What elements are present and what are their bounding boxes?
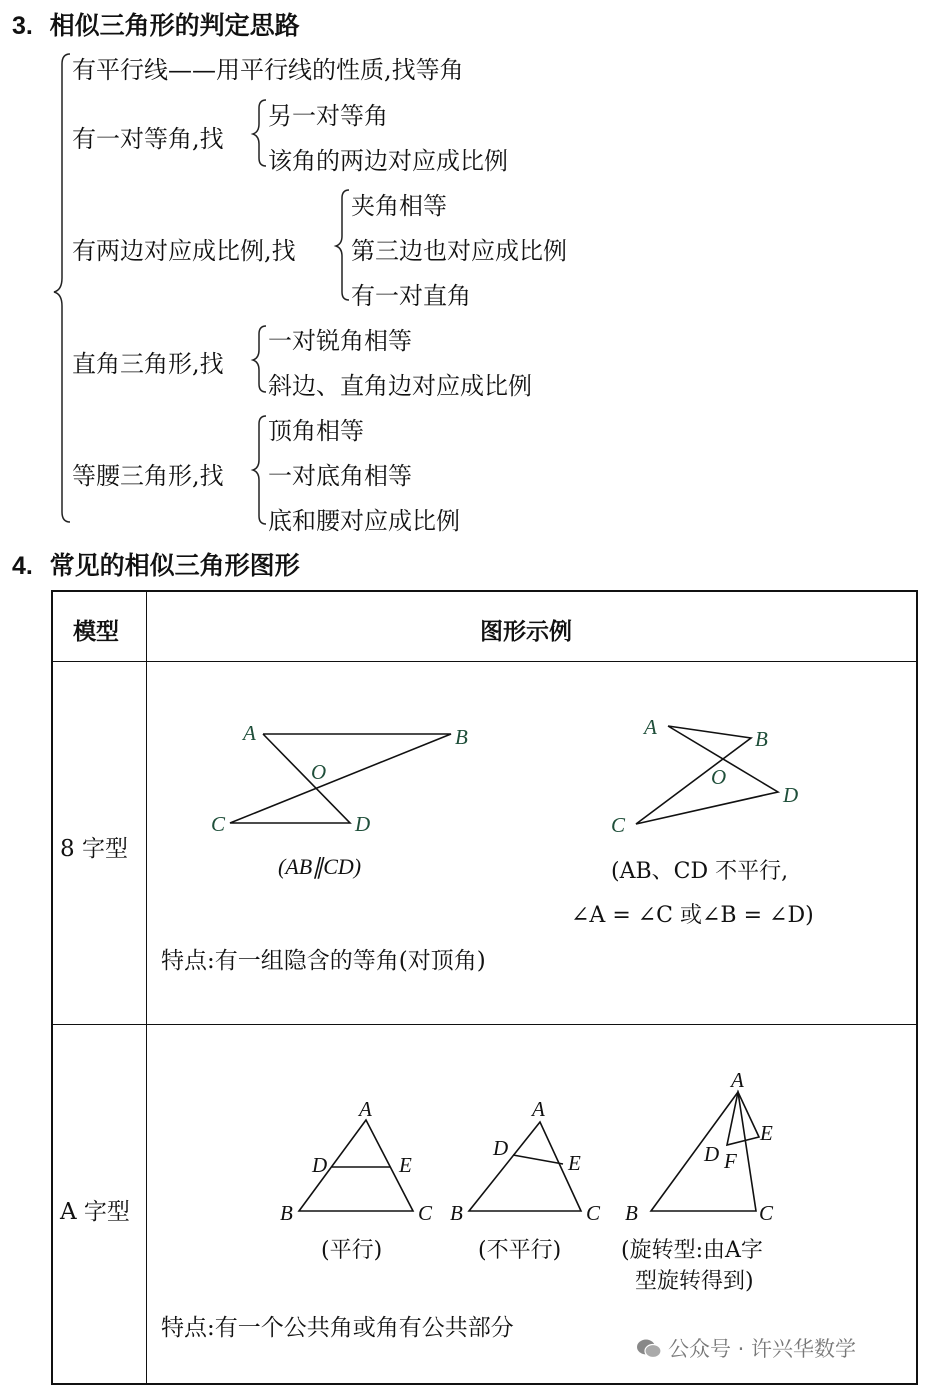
label-O: O (711, 765, 727, 789)
figure-8-parallel (203, 710, 503, 860)
parallel-line-rule: 有平行线——用平行线的性质,找等角 (72, 56, 464, 84)
label-B: B (455, 725, 468, 749)
label-D: D (704, 1142, 720, 1166)
label-E: E (399, 1153, 412, 1177)
group4-item: 一对底角相等 (268, 462, 412, 490)
group2-item: 夹角相等 (351, 192, 447, 220)
caption-8-nonparallel-1: (AB、CD 不平行, (611, 859, 789, 884)
label-A: A (731, 1070, 744, 1092)
figure-a-parallel (278, 1092, 458, 1232)
model-a-type: A 字型 (60, 1199, 130, 1225)
label-C: C (418, 1201, 433, 1225)
header-model: 模型 (73, 619, 119, 645)
row-divider (53, 1024, 916, 1025)
column-divider (146, 592, 147, 1383)
group3-item: 斜边、直角边对应成比例 (268, 372, 532, 400)
caption-8-parallel: (AB∥CD) (278, 854, 362, 879)
section4-number: 4. (12, 552, 33, 580)
label-O: O (311, 760, 327, 784)
label-D: D (783, 783, 799, 807)
label-D: D (355, 812, 371, 836)
group1-item: 另一对等角 (268, 102, 388, 130)
label-E: E (760, 1121, 773, 1145)
group2-label: 有两边对应成比例,找 (72, 237, 296, 265)
label-F: F (724, 1149, 737, 1173)
models-table (51, 590, 918, 1385)
label-A: A (243, 721, 256, 745)
caption-8-nonparallel-2: ∠A = ∠C 或∠B = ∠D) (571, 903, 814, 928)
feature-8-type: 特点:有一组隐含的等角(对顶角) (161, 948, 486, 974)
caption-a-parallel: (平行) (321, 1238, 383, 1263)
label-E: E (568, 1151, 581, 1175)
group3-label: 直角三角形,找 (72, 350, 224, 378)
label-B: B (625, 1201, 638, 1225)
group1-label: 有一对等角,找 (72, 125, 224, 153)
figure-a-nonparallel (448, 1092, 628, 1232)
group2-item: 有一对直角 (351, 282, 471, 310)
watermark-text: 公众号 · 许兴华数学 (668, 1337, 857, 1361)
group4-item: 底和腰对应成比例 (268, 507, 460, 535)
label-C: C (586, 1201, 601, 1225)
label-A: A (532, 1097, 545, 1121)
header-divider (53, 661, 916, 662)
label-D: D (493, 1136, 509, 1160)
figure-a-rotation (623, 1070, 823, 1230)
group3-item: 一对锐角相等 (268, 327, 412, 355)
section4-title: 常见的相似三角形图形 (49, 551, 300, 580)
caption-a-rotation-1: (旋转型:由A字 (621, 1238, 763, 1263)
feature-a-type: 特点:有一个公共角或角有公共部分 (161, 1315, 514, 1341)
model-8-type: 8 字型 (60, 836, 128, 862)
label-C: C (211, 812, 226, 836)
group1-item: 该角的两边对应成比例 (268, 147, 508, 175)
section3-title: 相似三角形的判定思路 (49, 11, 300, 40)
brace-group1 (253, 100, 266, 166)
caption-a-rotation-2: 型旋转得到) (635, 1269, 754, 1294)
header-example: 图形示例 (480, 619, 572, 645)
label-B: B (280, 1201, 293, 1225)
label-B: B (450, 1201, 463, 1225)
section4-heading (12, 546, 300, 582)
brace-group2 (336, 190, 349, 300)
brace-group3 (253, 326, 266, 392)
label-D: D (312, 1153, 328, 1177)
wechat-icon (636, 1338, 662, 1360)
label-C: C (611, 813, 626, 837)
group2-item: 第三边也对应成比例 (351, 237, 567, 265)
label-A: A (359, 1097, 372, 1121)
big-brace (54, 54, 70, 522)
label-B: B (755, 727, 768, 751)
group4-item: 顶角相等 (268, 417, 364, 445)
brace-group4 (253, 416, 266, 524)
figure-8-nonparallel (603, 704, 843, 854)
group4-label: 等腰三角形,找 (72, 462, 224, 490)
label-A: A (644, 715, 657, 739)
label-C: C (759, 1201, 774, 1225)
watermark (636, 1333, 856, 1363)
caption-a-nonparallel: (不平行) (478, 1238, 562, 1263)
section3-number: 3. (12, 12, 33, 40)
